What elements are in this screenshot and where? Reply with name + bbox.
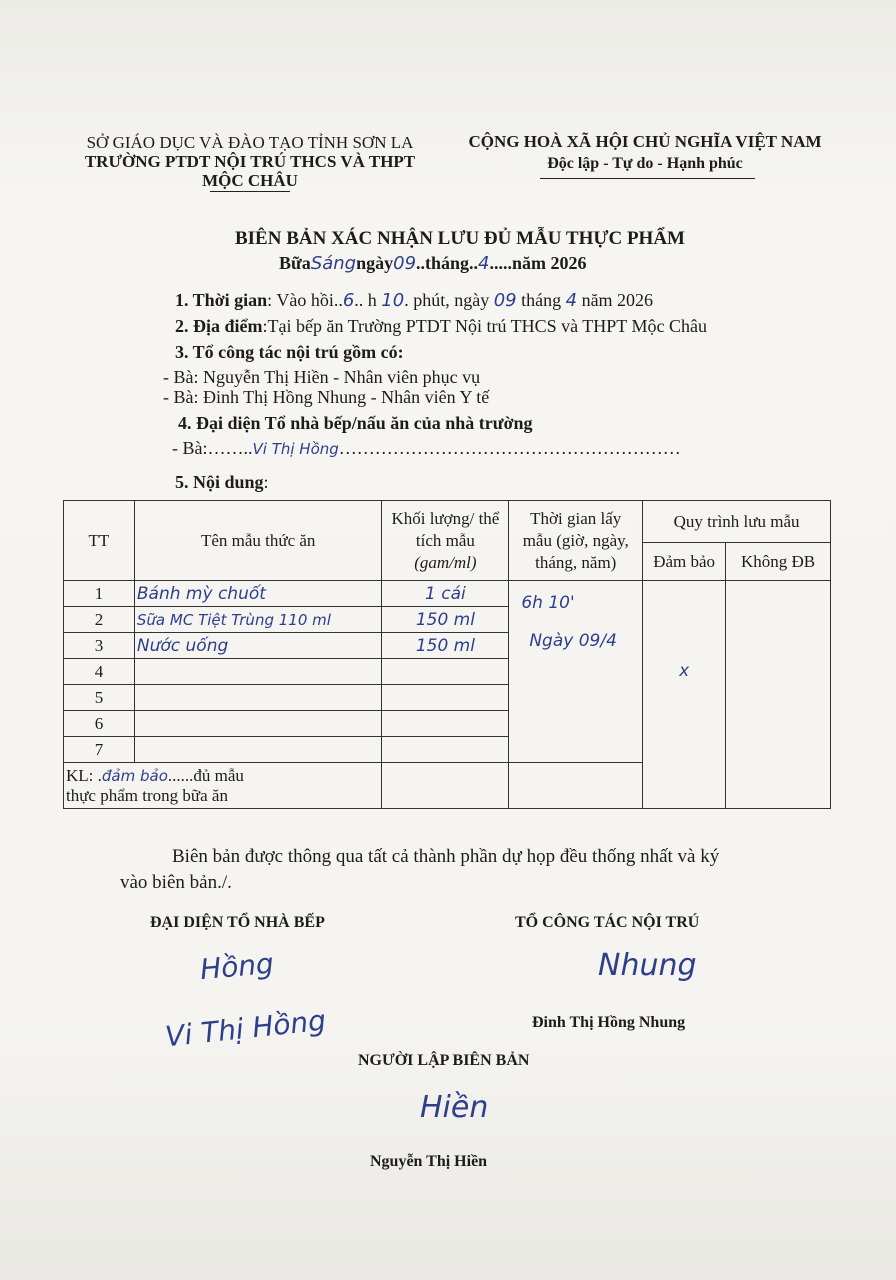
header-ok: Đảm bảo <box>643 543 726 581</box>
time-month-value: 4 <box>565 290 578 311</box>
row-food <box>134 711 382 737</box>
school-location: MỘC CHÂU <box>202 171 298 190</box>
conclusion-time-cell <box>509 763 643 809</box>
time-minute-value: 10 <box>381 290 405 311</box>
header-not-ok: Không ĐB <box>726 543 831 581</box>
row-mass: 150 ml <box>382 633 509 659</box>
time-cell <box>509 581 643 763</box>
reporter-signature: Hiền <box>420 1090 489 1125</box>
header-mass <box>382 501 509 581</box>
reporter-name: Nguyễn Thị Hiền <box>370 1153 488 1170</box>
not-ok-cell <box>726 581 831 809</box>
row-mass <box>382 659 509 685</box>
meal-value: Sáng <box>310 253 357 274</box>
meal-line <box>279 253 587 274</box>
ok-cell <box>643 581 726 809</box>
kitchen-rep-dots: ………………………………………………… <box>338 438 681 458</box>
header-mass-line1: Khối lượng/ thể <box>391 508 500 528</box>
agency-name: SỞ GIÁO DỤC VÀ ĐÀO TẠO TỈNH SƠN LA <box>86 133 414 152</box>
country-name: CỘNG HOÀ XÃ HỘI CHỦ NGHĨA VIỆT NAM <box>468 132 822 151</box>
kitchen-rep-prefix: - Bà:…….. <box>172 438 253 458</box>
team-member-2: - Bà: Đinh Thị Hồng Nhung - Nhân viên Y tế <box>163 387 490 407</box>
section-kitchen-label: 4. Đại diện Tổ nhà bếp/nấu ăn của nhà trường <box>178 413 533 433</box>
row-mass <box>382 711 509 737</box>
row-mass: 150 ml <box>382 607 509 633</box>
section-time-text4: tháng <box>521 290 562 310</box>
sample-table <box>63 500 831 809</box>
row-tt: 1 <box>64 581 135 607</box>
row-food <box>134 685 382 711</box>
conclusion-suffix: ......đủ mẫu <box>167 765 244 785</box>
row-mass <box>382 737 509 763</box>
section-time-text5: năm 2026 <box>581 290 654 310</box>
section-location-label: 2. Địa điểm <box>175 316 263 336</box>
conclusion-prefix: KL: . <box>66 765 102 785</box>
conclusion-line2: thực phẩm trong bữa ăn <box>66 785 228 805</box>
meal-month-value: 4 <box>478 253 490 274</box>
row-food <box>134 737 382 763</box>
kitchen-sign-title: ĐẠI DIỆN TỔ NHÀ BẾP <box>150 914 325 931</box>
row-mass <box>382 685 509 711</box>
header-mass-line3: (gam/ml) <box>414 552 477 572</box>
row-mass: 1 cái <box>382 581 509 607</box>
section-location-text: :Tại bếp ăn Trường PTDT Nội trú THCS và THPT Mộc Châu <box>262 316 707 336</box>
section-content-colon: : <box>263 472 269 492</box>
time-day-value: 09 <box>493 290 517 311</box>
section-content-label: 5. Nội dung <box>175 472 264 492</box>
page-title: BIÊN BẢN XÁC NHẬN LƯU ĐỦ MẪU THỰC PHẨM <box>234 228 685 249</box>
kitchen-signature-1: Hồng <box>198 946 276 987</box>
boarding-team-title: TỔ CÔNG TÁC NỘI TRÚ <box>515 914 700 931</box>
boarding-team-signature: Nhung <box>598 948 697 983</box>
section-time-text2: .. h <box>354 290 377 310</box>
header-left <box>70 133 430 190</box>
row-food <box>134 659 382 685</box>
header-time-line3: tháng, năm) <box>535 552 617 572</box>
row-tt: 4 <box>64 659 135 685</box>
row-tt: 3 <box>64 633 135 659</box>
row-tt: 6 <box>64 711 135 737</box>
meal-prefix: Bữa <box>279 253 311 273</box>
section-team-label: 3. Tổ công tác nội trú gồm có: <box>175 342 404 362</box>
section-time-text3: . phút, ngày <box>404 290 490 310</box>
conclusion-cell <box>64 763 382 809</box>
time-hour-value: 6 <box>342 290 355 311</box>
team-member-1: - Bà: Nguyễn Thị Hiền - Nhân viên phục vụ <box>163 367 481 387</box>
school-name: TRƯỜNG PTDT NỘI TRÚ THCS VÀ THPT <box>84 152 416 171</box>
boarding-team-name: Đinh Thị Hồng Nhung <box>532 1014 686 1031</box>
conclusion-value: đảm bảo <box>101 766 168 785</box>
header-right-underline <box>540 178 755 179</box>
row-food: Bánh mỳ chuốt <box>134 581 382 607</box>
time-value-2: Ngày 09/4 <box>529 631 617 651</box>
ok-mark: x <box>679 661 690 681</box>
header-right <box>455 131 835 175</box>
row-food: Sữa MC Tiệt Trùng 110 ml <box>134 607 382 633</box>
section-time <box>175 290 653 311</box>
section-location <box>175 316 707 337</box>
time-value-1: 6h 10' <box>521 593 575 613</box>
header-time-line1: Thời gian lấy <box>530 508 622 528</box>
header-left-underline <box>210 191 290 192</box>
meal-day-label: ngày <box>356 253 394 273</box>
row-tt: 2 <box>64 607 135 633</box>
section-content <box>175 472 269 493</box>
header-food-name: Tên mẫu thức ăn <box>134 501 382 581</box>
closing-line-1: Biên bản được thông qua tất cả thành phần dự họp đều thống nhất và ký <box>172 846 720 867</box>
motto: Độc lập - Tự do - Hạnh phúc <box>547 155 743 172</box>
header-time-line2: mẫu (giờ, ngày, <box>522 530 629 550</box>
meal-month-label: ..tháng.. <box>416 253 479 273</box>
row-food: Nước uống <box>134 633 382 659</box>
header-tt: TT <box>64 501 135 581</box>
section-time-label: 1. Thời gian <box>175 290 268 310</box>
kitchen-rep <box>172 438 681 459</box>
reporter-title: NGƯỜI LẬP BIÊN BẢN <box>358 1052 530 1069</box>
meal-year: .....năm 2026 <box>489 253 587 273</box>
header-time <box>509 501 643 581</box>
row-tt: 7 <box>64 737 135 763</box>
section-time-text1: : Vào hồi.. <box>267 290 343 310</box>
header-mass-line2: tích mẫu <box>415 530 475 550</box>
conclusion-mass-cell <box>382 763 509 809</box>
closing-line-2: vào biên bản./. <box>120 872 232 893</box>
row-tt: 5 <box>64 685 135 711</box>
table-row <box>64 581 831 607</box>
meal-day-value: 09 <box>393 253 417 274</box>
kitchen-rep-name: Vi Thị Hồng <box>252 440 339 458</box>
header-process: Quy trình lưu mẫu <box>643 501 831 543</box>
kitchen-signature-2: Vi Thị Hồng <box>163 1003 328 1054</box>
